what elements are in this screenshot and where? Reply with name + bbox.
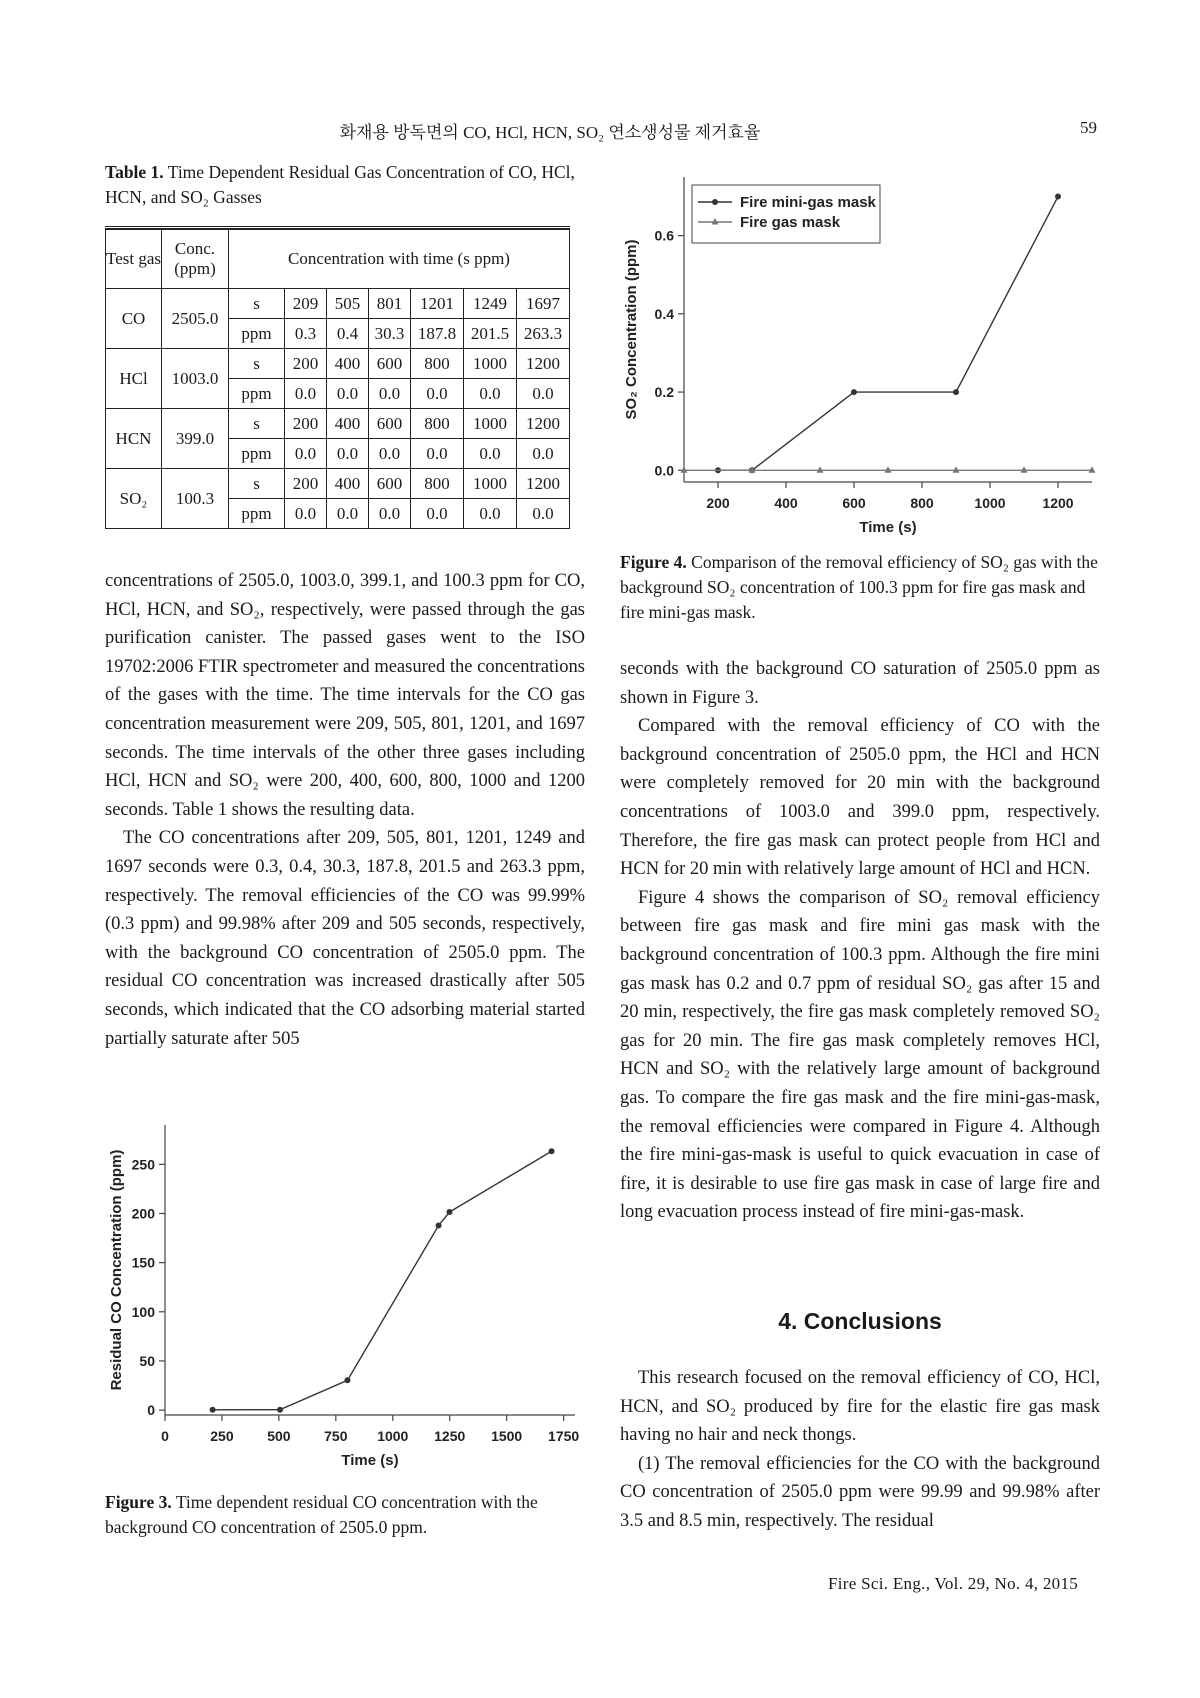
cell-unit-ppm: ppm bbox=[229, 319, 285, 349]
cell-ppm: 0.0 bbox=[517, 439, 570, 469]
paragraph: Compared with the removal efficiency of CO with the background concentration of 2505.0 ppm, the HCl and HCN were completely removed for 20 min with the background concentrations of 1003.0 and 399.0 ppm, respectively. Therefore, the fire gas mask can protect people from HCl and HCN for 20 min with relatively large amount of HCl and HCN. bbox=[620, 716, 1100, 880]
figure3-caption-text: Time dependent residual CO concentration with the background CO concentration of 2505.0 ppm. bbox=[105, 1492, 538, 1537]
running-header: 화재용 방독면의 CO, HCl, HCN, SO₂ 연소생성물 제거효율 bbox=[339, 123, 761, 142]
cell-ppm: 0.0 bbox=[369, 439, 411, 469]
data-point-triangle bbox=[681, 466, 688, 473]
x-tick-label: 1000 bbox=[974, 495, 1006, 511]
x-tick-label: 1000 bbox=[377, 1428, 409, 1444]
y-tick-label: 0.4 bbox=[654, 305, 674, 322]
data-point bbox=[436, 1222, 442, 1228]
data-point bbox=[953, 389, 959, 395]
cell-ppm: 0.0 bbox=[327, 379, 369, 409]
y-tick-label: 100 bbox=[131, 1303, 155, 1320]
paragraph: Figure 4 shows the comparison of SO₂ removal efficiency between fire gas mask and fire mini gas mask with the background concentration of 100.3 ppm. Although the fire mini gas mask has 0.2 and 0.7 ppm of residual SO₂ gas after 15 and 20 min, respectively, the fire gas mask completely removed SO₂ gas for 20 min. The fire gas mask completely removes HCl, HCN and SO₂ with the relatively large amount of background gas. To compare the fire gas mask and the fire mini-gas-mask, the removal efficiencies were compared in Figure 4. Although the fire mini-gas-mask is useful to quick evacuation in case of fire, it is desirable to use fire gas mask in case of large fire and long evacuation process instead of fire mini-gas-mask. bbox=[620, 887, 1100, 1223]
conclusions-text bbox=[620, 1364, 1100, 1536]
x-tick-label: 1250 bbox=[434, 1428, 466, 1444]
cell-time: 209 bbox=[285, 289, 327, 319]
cell-ppm: 0.0 bbox=[369, 379, 411, 409]
x-tick-label: 0 bbox=[161, 1428, 169, 1444]
cell-time: 1000 bbox=[464, 349, 517, 379]
cell-time: 200 bbox=[285, 409, 327, 439]
figure4-caption-label: Figure 4. bbox=[620, 552, 687, 572]
cell-gas: HCl bbox=[106, 349, 162, 409]
cell-time: 600 bbox=[369, 409, 411, 439]
cell-time: 1201 bbox=[411, 289, 464, 319]
table-row bbox=[106, 469, 570, 499]
data-point-triangle bbox=[953, 466, 960, 473]
cell-unit-s: s bbox=[229, 349, 285, 379]
cell-time: 1200 bbox=[517, 469, 570, 499]
legend-marker bbox=[712, 199, 718, 205]
x-tick-label: 800 bbox=[910, 495, 934, 511]
legend-label: Fire mini-gas mask bbox=[740, 194, 876, 211]
cell-time: 400 bbox=[327, 409, 369, 439]
cell-time: 1000 bbox=[464, 469, 517, 499]
figure4-chart bbox=[620, 172, 1100, 547]
y-tick-label: 150 bbox=[131, 1254, 155, 1271]
cell-ppm: 0.0 bbox=[285, 499, 327, 529]
cell-time: 800 bbox=[411, 469, 464, 499]
x-tick-label: 1200 bbox=[1042, 495, 1074, 511]
cell-conc: 399.0 bbox=[162, 409, 229, 469]
paragraph: concentrations of 2505.0, 1003.0, 399.1, and 100.3 ppm for CO, HCl, HCN, and SO₂, respectively, were passed through the gas purification canister. The passed gases went to the ISO 19702:2006 FTIR spectrometer and measured the concentrations of the gases with the time. The time intervals for the CO gas concentration measurement were 209, 505, 801, 1201, and 1697 seconds. The time intervals of the other three gases including HCl, HCN and SO₂ were 200, 400, 600, 800, 1000 and 1200 seconds. Table 1 shows the resulting data. bbox=[105, 571, 585, 820]
cell-ppm: 0.0 bbox=[411, 439, 464, 469]
cell-unit-s: s bbox=[229, 469, 285, 499]
table1-caption bbox=[105, 160, 585, 210]
y-tick-label: 0.0 bbox=[654, 462, 674, 479]
cell-ppm: 187.8 bbox=[411, 319, 464, 349]
cell-conc: 1003.0 bbox=[162, 349, 229, 409]
data-point-triangle bbox=[1089, 466, 1096, 473]
cell-time: 400 bbox=[327, 469, 369, 499]
cell-ppm: 0.0 bbox=[517, 379, 570, 409]
x-tick-label: 400 bbox=[774, 495, 798, 511]
header-conc: Conc. (ppm) bbox=[162, 230, 229, 289]
cell-ppm: 0.0 bbox=[327, 439, 369, 469]
cell-time: 600 bbox=[369, 469, 411, 499]
x-axis-label: Time (s) bbox=[341, 1452, 399, 1469]
cell-ppm: 0.0 bbox=[285, 379, 327, 409]
header-test-gas: Test gas bbox=[106, 230, 162, 289]
figure3-caption bbox=[105, 1490, 585, 1540]
right-column-text bbox=[620, 655, 1100, 1227]
cell-time: 1249 bbox=[464, 289, 517, 319]
cell-time: 200 bbox=[285, 349, 327, 379]
y-axis-label: Residual CO Concentration (ppm) bbox=[108, 1149, 125, 1391]
cell-ppm: 0.0 bbox=[411, 379, 464, 409]
x-tick-label: 200 bbox=[706, 495, 730, 511]
cell-ppm: 0.0 bbox=[464, 439, 517, 469]
cell-time: 1200 bbox=[517, 409, 570, 439]
cell-ppm: 0.0 bbox=[411, 499, 464, 529]
data-point-triangle bbox=[817, 466, 824, 473]
paragraph: (1) The removal efficiencies for the CO with the background CO concentration of 2505.0 ppm were 99.99 and 99.98% after 3.5 and 8.5 min, respectively. The residual bbox=[620, 1453, 1100, 1531]
x-tick-label: 250 bbox=[210, 1428, 234, 1444]
y-tick-label: 200 bbox=[131, 1205, 155, 1222]
paragraph: This research focused on the removal efficiency of CO, HCl, HCN, and SO₂ produced by fire for the elastic fire gas mask having no hair and neck thongs. bbox=[620, 1368, 1100, 1446]
section-heading-conclusions: 4. Conclusions bbox=[778, 1308, 942, 1334]
cell-ppm: 30.3 bbox=[369, 319, 411, 349]
left-column-text bbox=[105, 567, 585, 1053]
table-row bbox=[106, 409, 570, 439]
cell-time: 800 bbox=[411, 349, 464, 379]
cell-gas: HCN bbox=[106, 409, 162, 469]
cell-time: 1000 bbox=[464, 409, 517, 439]
cell-gas: SO₂ bbox=[106, 469, 162, 529]
cell-time: 1697 bbox=[517, 289, 570, 319]
cell-ppm: 0.0 bbox=[285, 439, 327, 469]
data-point bbox=[277, 1407, 283, 1413]
cell-time: 800 bbox=[411, 409, 464, 439]
figure3-caption-label: Figure 3. bbox=[105, 1492, 172, 1512]
x-axis-label: Time (s) bbox=[859, 519, 917, 536]
cell-ppm: 263.3 bbox=[517, 319, 570, 349]
paragraph: seconds with the background CO saturation of 2505.0 ppm as shown in Figure 3. bbox=[620, 659, 1100, 708]
y-tick-label: 0.2 bbox=[654, 384, 674, 401]
cell-ppm: 0.4 bbox=[327, 319, 369, 349]
cell-unit-ppm: ppm bbox=[229, 499, 285, 529]
data-point bbox=[1055, 194, 1061, 200]
cell-unit-s: s bbox=[229, 289, 285, 319]
x-tick-label: 500 bbox=[267, 1428, 291, 1444]
y-tick-label: 0.6 bbox=[654, 227, 674, 244]
data-point-triangle bbox=[1021, 466, 1028, 473]
x-tick-label: 1500 bbox=[491, 1428, 523, 1444]
journal-footer: Fire Sci. Eng., Vol. 29, No. 4, 2015 bbox=[828, 1574, 1079, 1593]
table1 bbox=[105, 226, 570, 529]
cell-time: 505 bbox=[327, 289, 369, 319]
paragraph: The CO concentrations after 209, 505, 801, 1201, 1249 and 1697 seconds were 0.3, 0.4, 30.3, 187.8, 201.5 and 263.3 ppm, respectively. The removal efficiencies of the CO was 99.99% (0.3 ppm) and 99.98% after 209 and 505 seconds, respectively, with the background CO concentration of 2505.0 ppm. The residual CO concentration was increased drastically after 505 seconds, which indicated that the CO adsorbing material started partially saturate after 505 bbox=[105, 828, 585, 1049]
table-row bbox=[106, 349, 570, 379]
x-tick-label: 750 bbox=[324, 1428, 348, 1444]
cell-gas: CO bbox=[106, 289, 162, 349]
table1-caption-label: Table 1. bbox=[105, 162, 164, 182]
page-number: 59 bbox=[1080, 118, 1097, 137]
x-tick-label: 1750 bbox=[548, 1428, 580, 1444]
header-concentration-with-time: Concentration with time (s ppm) bbox=[229, 230, 570, 289]
data-point bbox=[549, 1148, 555, 1154]
y-tick-label: 50 bbox=[139, 1352, 155, 1369]
data-point bbox=[210, 1407, 216, 1413]
table1-caption-text: Time Dependent Residual Gas Concentration of CO, HCl, HCN, and SO₂ Gasses bbox=[105, 162, 575, 207]
y-tick-label: 0 bbox=[147, 1402, 155, 1419]
cell-conc: 2505.0 bbox=[162, 289, 229, 349]
table-row bbox=[106, 289, 570, 319]
cell-time: 400 bbox=[327, 349, 369, 379]
cell-ppm: 0.0 bbox=[464, 499, 517, 529]
cell-unit-ppm: ppm bbox=[229, 439, 285, 469]
table1-grid bbox=[105, 229, 570, 529]
x-tick-label: 600 bbox=[842, 495, 866, 511]
series-line bbox=[213, 1151, 552, 1410]
cell-conc: 100.3 bbox=[162, 469, 229, 529]
cell-time: 200 bbox=[285, 469, 327, 499]
figure4-caption-text: Comparison of the removal efficiency of SO₂ gas with the background SO₂ concentration of 100.3 ppm for fire gas mask and fire mini-gas mask. bbox=[620, 552, 1098, 622]
cell-time: 1200 bbox=[517, 349, 570, 379]
cell-unit-ppm: ppm bbox=[229, 379, 285, 409]
legend-label: Fire gas mask bbox=[740, 214, 841, 231]
data-point bbox=[446, 1209, 452, 1215]
y-axis-label: SO₂ Concentration (ppm) bbox=[623, 239, 640, 420]
cell-ppm: 201.5 bbox=[464, 319, 517, 349]
cell-time: 600 bbox=[369, 349, 411, 379]
cell-time: 801 bbox=[369, 289, 411, 319]
cell-ppm: 0.0 bbox=[369, 499, 411, 529]
cell-ppm: 0.0 bbox=[327, 499, 369, 529]
cell-unit-s: s bbox=[229, 409, 285, 439]
data-point bbox=[344, 1377, 350, 1383]
figure3-chart bbox=[105, 1115, 585, 1495]
cell-ppm: 0.0 bbox=[517, 499, 570, 529]
cell-ppm: 0.0 bbox=[464, 379, 517, 409]
figure4-caption bbox=[620, 550, 1100, 625]
y-tick-label: 250 bbox=[131, 1156, 155, 1173]
cell-ppm: 0.3 bbox=[285, 319, 327, 349]
data-point bbox=[851, 389, 857, 395]
data-point-triangle bbox=[885, 466, 892, 473]
